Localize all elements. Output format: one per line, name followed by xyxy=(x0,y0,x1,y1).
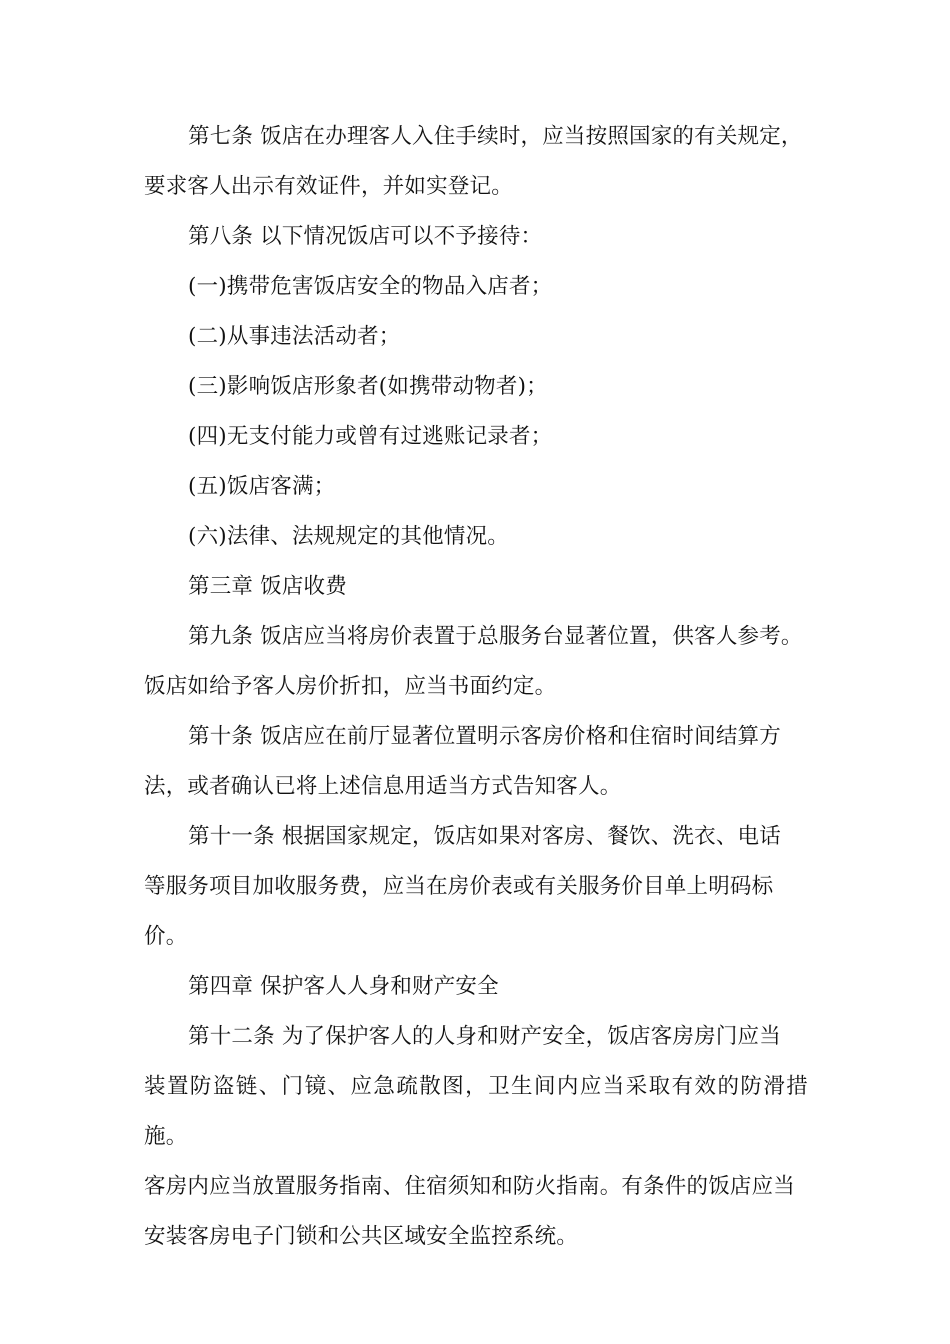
chapter-3-heading xyxy=(144,562,808,612)
text-line: 第八条 以下情况饭店可以不予接待： xyxy=(188,224,543,249)
text-line: 第七条 饭店在办理客人入住手续时，应当按照国家的有关规定， xyxy=(188,124,803,149)
list-item-3 xyxy=(144,362,808,412)
text-line: 第九条 饭店应当将房价表置于总服务台显著位置，供客人参考。 xyxy=(188,624,803,649)
text-line: 价。 xyxy=(144,924,188,949)
article-12-paragraph xyxy=(144,1012,808,1262)
article-9-paragraph xyxy=(144,612,808,712)
text-line: 第四章 保护客人人身和财产安全 xyxy=(188,974,499,999)
list-item-2 xyxy=(144,312,808,362)
list-item-6 xyxy=(144,512,808,562)
text-line: 客房内应当放置服务指南、住宿须知和防火指南。有条件的饭店应当 xyxy=(144,1174,796,1199)
text-line: (五)饭店客满； xyxy=(188,474,336,499)
list-item-4 xyxy=(144,412,808,462)
text-line: (四)无支付能力或曾有过逃账记录者； xyxy=(188,424,553,449)
text-line: 等服务项目加收服务费，应当在房价表或有关服务价目单上明码标 xyxy=(144,874,774,899)
text-line: 法，或者确认已将上述信息用适当方式告知客人。 xyxy=(144,774,622,799)
article-7-paragraph xyxy=(144,112,808,212)
text-line: 要求客人出示有效证件，并如实登记。 xyxy=(144,174,513,199)
list-item-1 xyxy=(144,262,808,312)
text-line: 第十一条 根据国家规定，饭店如果对客房、餐饮、洗衣、电话 xyxy=(188,824,781,849)
text-line: 装置防盗链、门镜、应急疏散图，卫生间内应当采取有效的防滑措施。 xyxy=(144,1074,808,1149)
list-item-5 xyxy=(144,462,808,512)
text-line: (六)法律、法规规定的其他情况。 xyxy=(188,524,509,549)
article-11-paragraph xyxy=(144,812,808,962)
text-line: 安装客房电子门锁和公共区域安全监控系统。 xyxy=(144,1224,579,1249)
chapter-4-heading xyxy=(144,962,808,1012)
text-line: (二)从事违法活动者； xyxy=(188,324,401,349)
text-line: (一)携带危害饭店安全的物品入店者； xyxy=(188,274,553,299)
text-line: 第十二条 为了保护客人的人身和财产安全，饭店客房房门应当 xyxy=(188,1024,781,1049)
article-8-paragraph xyxy=(144,212,808,262)
article-10-paragraph xyxy=(144,712,808,812)
text-line: 饭店如给予客人房价折扣，应当书面约定。 xyxy=(144,674,557,699)
text-line: (三)影响饭店形象者(如携带动物者)； xyxy=(188,374,548,399)
document-body xyxy=(144,112,808,1262)
text-line: 第三章 饭店收费 xyxy=(188,574,347,599)
text-line: 第十条 饭店应在前厅显著位置明示客房价格和住宿时间结算方 xyxy=(188,724,781,749)
